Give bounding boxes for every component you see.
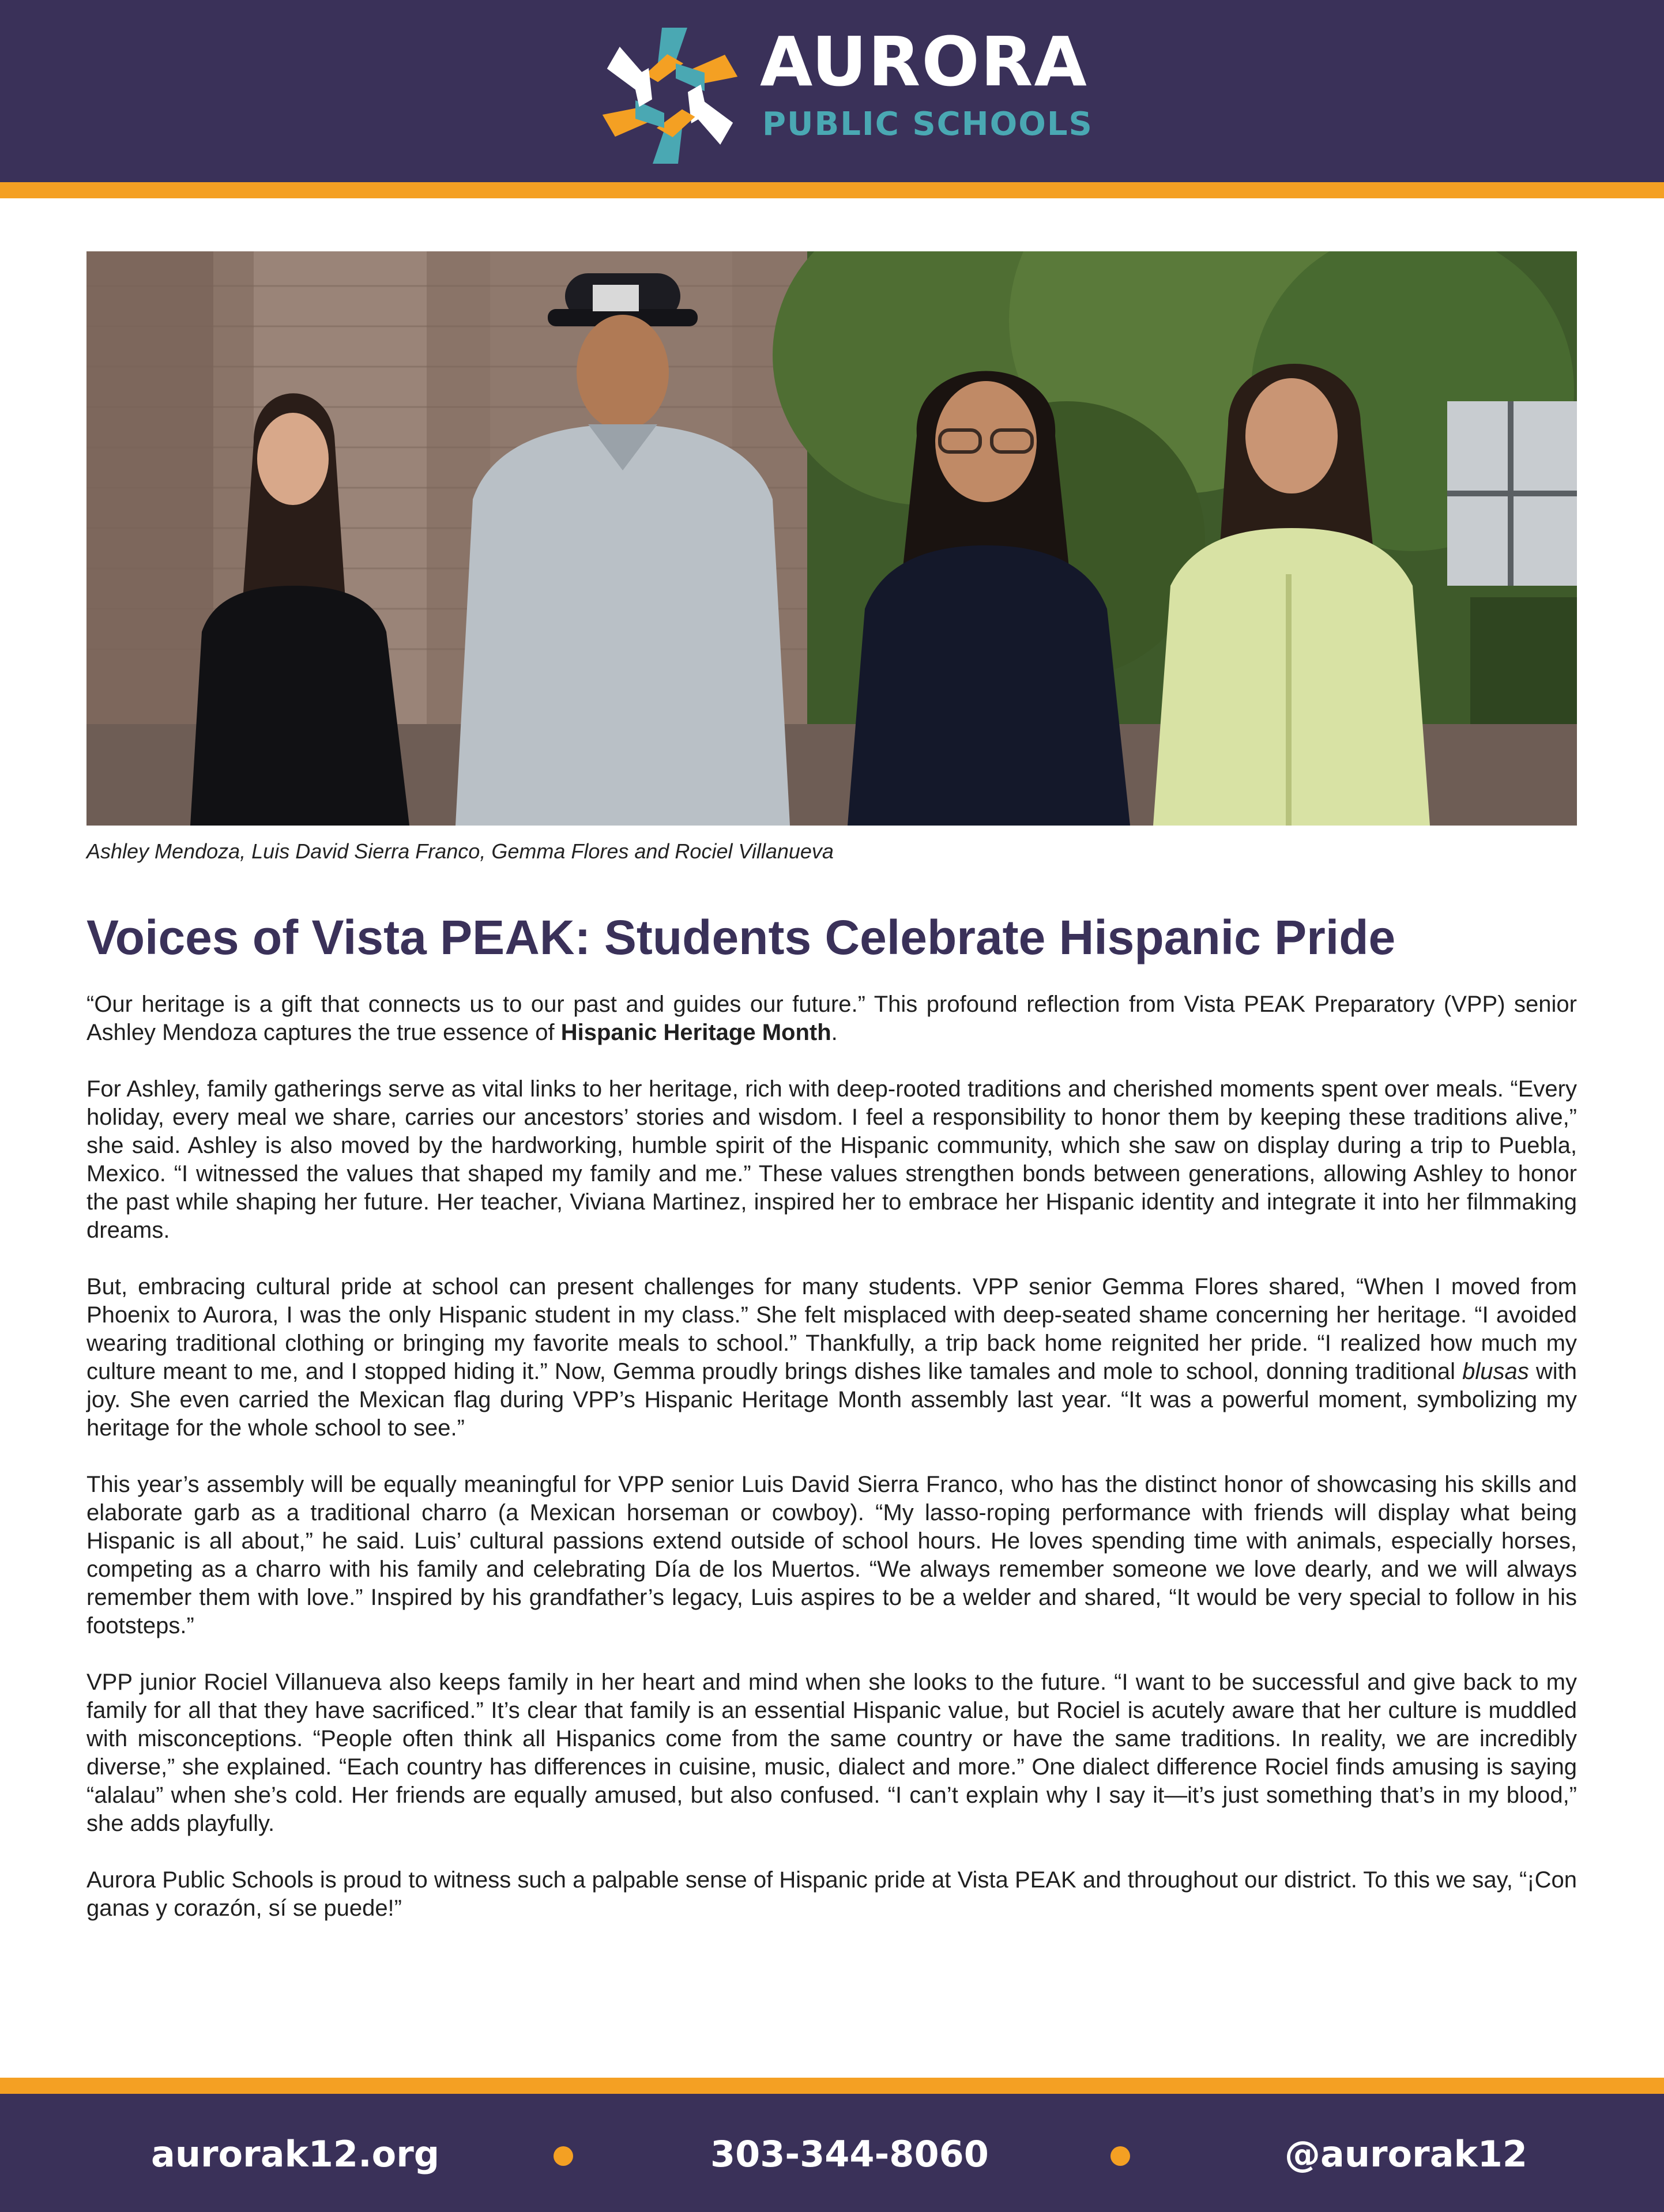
brand-name: AURORA	[760, 22, 1088, 101]
article-paragraph-5: VPP junior Rociel Villanueva also keeps family in her heart and mind when she looks to the future. “I want to be successful and give back to my family for all that they have sacrificed.” It’s clear that family is an essential Hispanic value, but Rociel is acutely aware that her culture is muddled with misconceptions. “People often think all Hispanics come from the same country or have the same traditions. In reality, we are incredibly diverse,” she explained. “Each country has differences in cuisine, music, dialect and more.” One dialect difference Rociel finds amusing is saying “alalau” when she’s cold. Her friends are equally amused, but also confused. “I can’t explain why I say it—it’s just something that’s in my blood,” she adds playfully.	[86, 1670, 1577, 1836]
header-accent-stripe	[0, 182, 1664, 198]
paragraph-3-text-end: with joy. She even carried the Mexican flag during VPP’s Hispanic Heritage Month assembly last year. “It was a powerful moment, symbolizing my heritage for the whole school to see.”	[86, 1359, 1577, 1441]
footer-phone[interactable]: 303-344-8060	[710, 2133, 989, 2175]
photo-caption: Ashley Mendoza, Luis David Sierra Franco, Gemma Flores and Rociel Villanueva	[86, 839, 834, 863]
article-paragraph-2: For Ashley, family gatherings serve as vital links to her heritage, rich with deep-rooted traditions and cherished moments spent over meals. “Every holiday, every meal we share, carries our ancestors’ stories and wisdom. I feel a responsibility to honor them by keeping these traditions alive,” she said. Ashley is also moved by the hardworking, humble spirit of the Hispanic community, which she saw on display during a trip to Puebla, Mexico. “I witnessed the values that shaped my family and me.” These values strengthen bonds between generations, allowing Ashley to honor the past while shaping her future. Her teacher, Viviana Martinez, inspired her to embrace her Hispanic identity and integrate it into her filmmaking dreams.	[86, 1076, 1577, 1243]
article-title: Voices of Vista PEAK: Students Celebrate Hispanic Pride	[86, 910, 1396, 964]
blusas-term: blusas	[1462, 1359, 1529, 1384]
paragraph-1-text-end: .	[831, 1020, 838, 1045]
footer-accent-stripe	[0, 2078, 1664, 2094]
footer-separator-dot-2	[1110, 2146, 1130, 2166]
brand-subtitle: PUBLIC SCHOOLS	[762, 105, 1093, 143]
footer-social-handle[interactable]: @aurorak12	[1285, 2133, 1528, 2175]
footer-website-link[interactable]: aurorak12.org	[151, 2133, 440, 2175]
article-paragraph-1	[86, 990, 1577, 1047]
paragraph-1-text-start: “Our heritage is a gift that connects us to our past and guides our future.” This profound reflection from Vista PEAK Preparatory (VPP) senior Ashley Mendoza captures the true essence of	[86, 992, 1577, 1045]
article-paragraph-6: Aurora Public Schools is proud to witness such a palpable sense of Hispanic pride at Vista PEAK and throughout our district. To this we say, “¡Con ganas y corazón, sí se puede!”	[86, 1867, 1577, 1921]
paragraph-3-text-start: But, embracing cultural pride at school can present challenges for many students. VPP senior Gemma Flores shared, “When I moved from Phoenix to Aurora, I was the only Hispanic student in my class.” She felt misplaced with deep-seated shame concerning her heritage. “I avoided wearing traditional clothing or bringing my favorite meals to school.” Thankfully, a trip back home reignited her pride. “I realized how much my culture meant to me, and I stopped hiding it.” Now, Gemma proudly brings dishes like tamales and mole to school, donning traditional	[86, 1274, 1577, 1384]
article-body	[86, 990, 1577, 1951]
article-paragraph-3	[86, 1273, 1577, 1442]
aurora-star-logo-icon	[593, 21, 747, 171]
footer-separator-dot-1	[554, 2146, 573, 2166]
students-photo	[86, 251, 1577, 826]
article-paragraph-4: This year’s assembly will be equally meaningful for VPP senior Luis David Sierra Franco, who has the distinct honor of showcasing his skills and elaborate garb as a traditional charro (a Mexican horseman or cowboy). “My lasso-roping performance with friends will display what being Hispanic is all about,” he said. Luis’ cultural passions extend outside of school hours. He loves spending time with animals, especially horses, competing as a charro with his family and celebrating Día de los Muertos. “We always remember someone we love dearly, and we will always remember them with love.” Inspired by his grandfather’s legacy, Luis aspires to be a welder and shared, “It would be very special to follow in his footsteps.”	[86, 1472, 1577, 1638]
hispanic-heritage-month-link-text: Hispanic Heritage Month	[560, 1020, 831, 1045]
